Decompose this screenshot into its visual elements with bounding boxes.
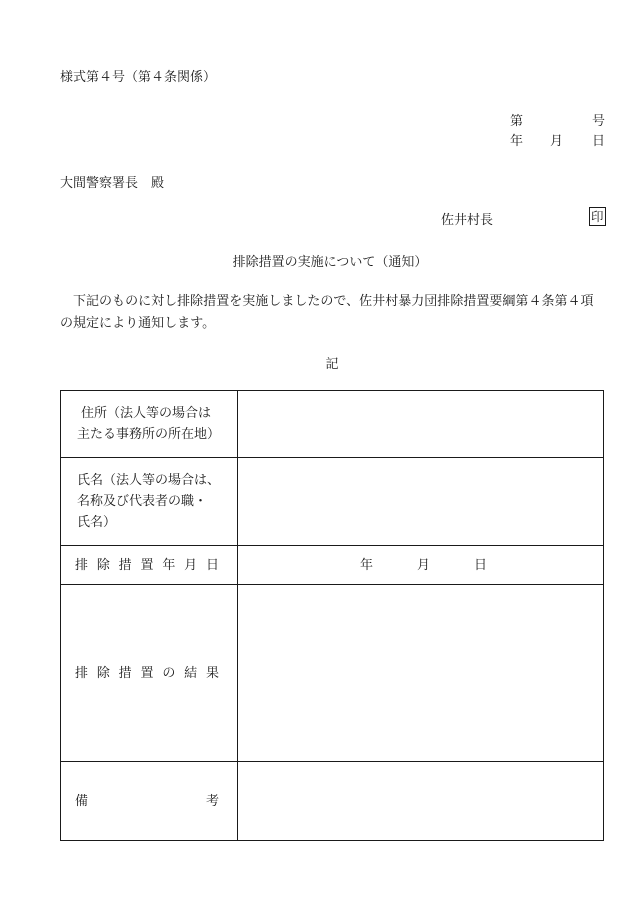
- result-label-char: 措: [118, 665, 132, 681]
- issue-date-month: 月: [550, 134, 564, 149]
- table-row-date: [61, 546, 604, 585]
- name-label-line-3: 氏名）: [77, 515, 117, 530]
- table-row-name: [61, 458, 604, 546]
- remarks-label-char: 考: [205, 793, 219, 809]
- date-value-day: 日: [474, 557, 488, 573]
- result-value: [238, 585, 604, 762]
- name-label: [61, 458, 238, 546]
- date-label: [61, 546, 238, 585]
- remarks-label-char: 備: [75, 793, 89, 809]
- addressee: 大間警察署長 殿: [60, 176, 165, 191]
- result-label-char: 排: [75, 665, 89, 681]
- document-subject: 排除措置の実施について（通知）: [232, 255, 428, 270]
- sender-name: 佐井村長: [441, 213, 494, 228]
- table-row-remarks: [61, 762, 604, 841]
- ki-heading: 記: [325, 357, 339, 372]
- result-label-char: 置: [140, 665, 154, 681]
- date-value: [238, 546, 604, 585]
- issue-date-year: 年: [510, 134, 524, 149]
- remarks-label: [61, 762, 238, 841]
- result-label-char: 果: [205, 665, 219, 681]
- result-label: [61, 585, 238, 762]
- remarks-value: [238, 762, 604, 841]
- name-label-line-2: 名称及び代表者の職・: [77, 494, 208, 509]
- date-label-char: 日: [205, 557, 219, 573]
- date-label-char: 除: [96, 557, 110, 573]
- address-value: [238, 391, 604, 458]
- date-label-char: 月: [184, 557, 198, 573]
- address-label-line-2: 主たる事務所の所在地）: [77, 427, 221, 442]
- date-label-char: 年: [162, 557, 176, 573]
- table-row-address: [61, 391, 604, 458]
- record-table: [60, 390, 604, 841]
- name-value: [238, 458, 604, 546]
- result-label-char: 結: [184, 665, 198, 681]
- date-label-char: 排: [75, 557, 89, 573]
- seal-mark: 印: [591, 209, 604, 224]
- number-suffix: 号: [592, 114, 606, 129]
- result-label-char: 除: [96, 665, 110, 681]
- date-label-char: 置: [140, 557, 154, 573]
- name-label-line-1: 氏名（法人等の場合は、: [77, 473, 221, 488]
- address-label-line-1: 住所（法人等の場合は: [81, 406, 212, 421]
- date-value-year: 年: [360, 557, 374, 573]
- body-text: 下記のものに対し排除措置を実施しましたので、佐井村暴力団排除措置要綱第４条第４項の規定により通知します。: [60, 294, 594, 331]
- form-label: 様式第４号（第４条関係）: [60, 70, 217, 85]
- address-label: [61, 391, 238, 458]
- date-value-month: 月: [417, 557, 431, 573]
- issue-date-day: 日: [592, 134, 606, 149]
- table-row-result: [61, 585, 604, 762]
- result-label-char: の: [162, 665, 176, 681]
- number-prefix: 第: [510, 114, 524, 129]
- date-label-char: 措: [118, 557, 132, 573]
